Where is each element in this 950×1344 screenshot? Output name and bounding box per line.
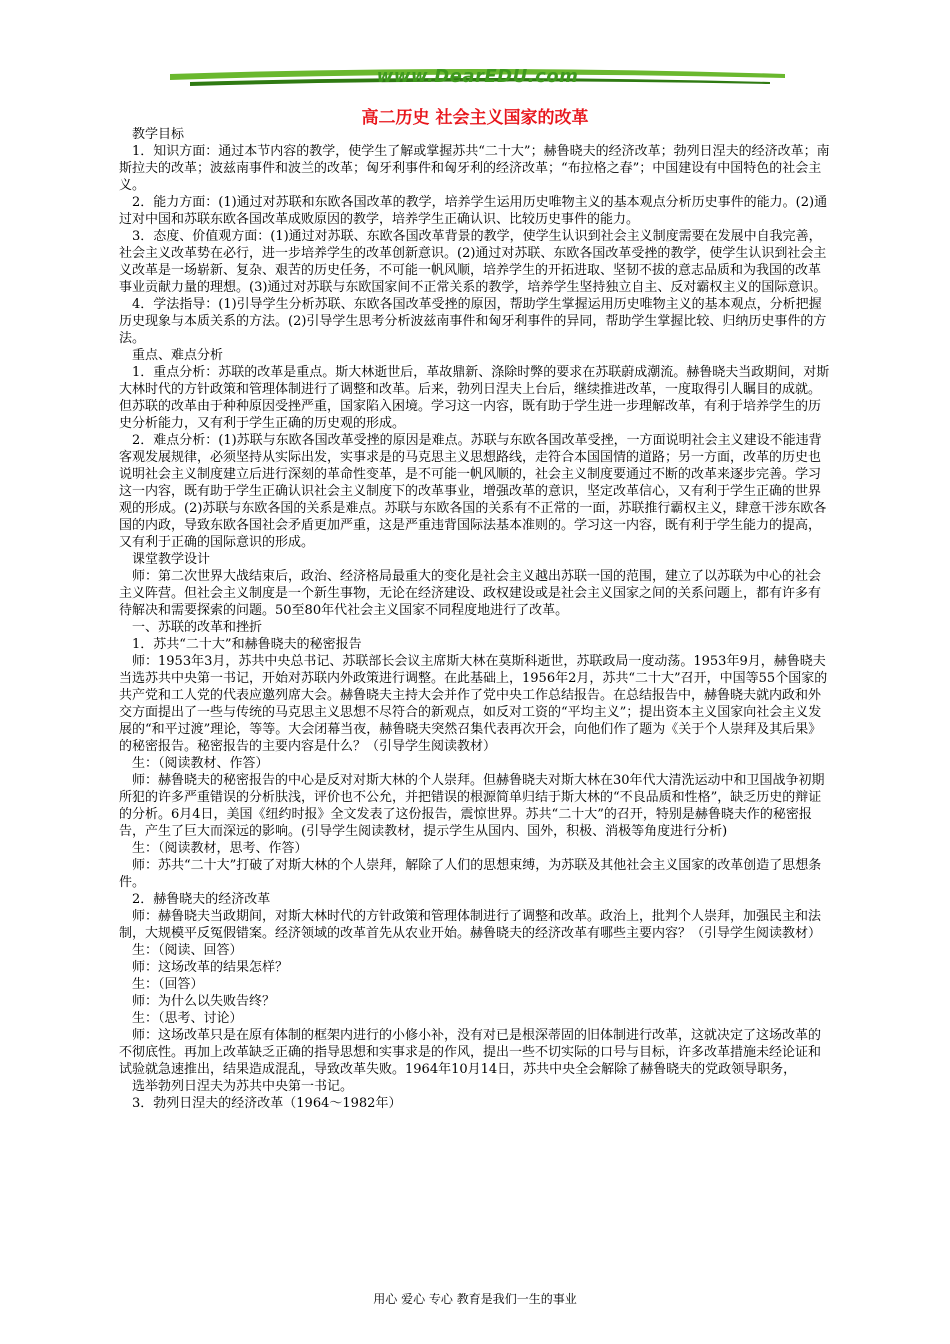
- paragraph: 师：第二次世界大战结束后，政治、经济格局最重大的变化是社会主义越出苏联一国的范围，建立了以苏联为中心的社会主义阵营。但社会主义制度是一个新生事物，无论在经济建设、政权建设或是社会主义国家之间的关系问题上，都有许多有待解决和需要探索的问题。50至80年代社会主义国家不同程度地进行了改革。: [119, 569, 822, 618]
- paragraph: 2．难点分析：(1)苏联与东欧各国改革受挫的原因是难点。苏联与东欧各国改革受挫，一方面说明社会主义建设不能违背客观发展规律，必须坚持从实际出发，实事求是的马克思主义思想路线，走符合本国国情的道路；另一方面，改革的历史也说明社会主义制度建立后进行深刻的革命性变革，是不可能一帆风顺的，社会主义制度要通过不断的改革来逐步完善。学习这一内容，既有助于学生正确认识社会主义制度下的改革事业，增强改革的意识，坚定改革信心，又有利于学生正确的世界观的形成。(2)苏联与东欧各国的关系是难点。苏联与东欧各国的关系有不正常的一面，苏联推行霸权主义，肆意干涉东欧各国的内政，导致东欧各国社会矛盾更加严重，这是严重违背国际法基本准则的。学习这一内容，既有利于学生能力的提高，又有利于正确的国际意识的形成。: [119, 433, 827, 550]
- paragraph: 生：（阅读、回答）: [132, 943, 243, 958]
- page-footer: 用心 爱心 专心 教育是我们一生的事业: [373, 1292, 577, 1306]
- site-banner: [170, 62, 785, 92]
- paragraph: 2．赫鲁晓夫的经济改革: [132, 892, 271, 907]
- paragraph: 1．知识方面：通过本节内容的教学，使学生了解或掌握苏共“二十大”；赫鲁晓夫的经济改革；勃列日涅夫的经济改革；南斯拉夫的改革；波兹南事件和波兰的改革；匈牙利事件和匈牙利的经济改革；“布拉格之春”；中国建设有中国特色的社会主义。: [119, 144, 830, 193]
- paragraph: 课堂教学设计: [132, 552, 211, 567]
- paragraph: 1．重点分析：苏联的改革是重点。斯大林逝世后，革故鼎新、涤除时弊的要求在苏联蔚成潮流。赫鲁晓夫当政期间，对斯大林时代的方针政策和管理体制进行了调整和改革。后来，勃列日涅夫上台后，继续推进改革，一度取得引人瞩目的成就。但苏联的改革由于种种原因受挫严重，国家陷入困境。学习这一内容，既有助于学生进一步理解改革，有利于培养学生的历史分析能力，又有利于学生正确的历史观的形成。: [119, 365, 830, 431]
- paragraph: 教学目标: [132, 127, 185, 142]
- paragraph: 2．能力方面：(1)通过对苏联和东欧各国改革的教学，培养学生运用历史唯物主义的基本观点分析历史事件的能力。(2)通过对中国和苏联东欧各国改革成败原因的教学，培养学生正确认识、比较历史事件的能力。: [119, 195, 828, 227]
- paragraph: 3．态度、价值观方面：(1)通过对苏联、东欧各国改革背景的教学，使学生认识到社会主义制度需要在发展中自我完善，社会主义改革势在必行，进一步培养学生的改革创新意识。(2)通过对苏联、东欧各国改革受挫的教学，使学生认识到社会主义改革是一场崭新、复杂、艰苦的历史任务，不可能一帆风顺，培养学生的开拓进取、坚韧不拔的意志品质和为我国的改革事业贡献力量的理想。(3)通过对苏联与东欧国家间不正常关系的教学，培养学生坚持独立自主、反对霸权主义的国际意识。: [119, 229, 827, 295]
- paragraph: 生：（回答）: [132, 977, 204, 992]
- paragraph: 师：1953年3月，苏共中央总书记、苏联部长会议主席斯大林在莫斯科逝世，苏联政局一度动荡。1953年9月，赫鲁晓夫当选苏共中央第一书记，开始对苏联内外政策进行调整。在此基础上，1956年2月，苏共“二十大”召开，中国等55个国家的共产党和工人党的代表应邀列席大会。赫鲁晓夫主持大会并作了党中央工作总结报告。在总结报告中，赫鲁晓夫就内政和外交方面提出了一些与传统的马克思主义思想不尽符合的新观点，如反对工资的“平均主义”；提出资本主义国家向社会主义发展的“和平过渡”理论，等等。大会闭幕当夜，赫鲁晓夫突然召集代表再次开会，向他们作了题为《关于个人崇拜及其后果》的秘密报告。秘密报告的主要内容是什么？（引导学生阅读教材）: [119, 654, 828, 754]
- paragraph: 生：（思考、讨论）: [132, 1011, 243, 1026]
- paragraph: 师：赫鲁晓夫当政期间，对斯大林时代的方针政策和管理体制进行了调整和改革。政治上，批判个人崇拜，加强民主和法制，大规模平反冤假错案。经济领域的改革首先从农业开始。赫鲁晓夫的经济改革有哪些主要内容？（引导学生阅读教材）: [119, 909, 822, 941]
- paragraph: 1．苏共“二十大”和赫鲁晓夫的秘密报告: [132, 637, 362, 652]
- paragraph: 一、苏联的改革和挫折: [132, 620, 263, 635]
- paragraph: 师：这场改革只是在原有体制的框架内进行的小修小补，没有对已是根深蒂固的旧体制进行改革，这就决定了这场改革的不彻底性。再加上改革缺乏正确的指导思想和实事求是的作风，提出一些不切实际的口号与目标，许多改革措施未经论证和试验就急速推出，结果造成混乱，导致改革失败。1964年10月14日，苏共中央全会解除了赫鲁晓夫的党政领导职务，: [119, 1028, 822, 1077]
- banner-url[interactable]: www.DearEDU.com: [376, 66, 579, 87]
- paragraph: 师：苏共“二十大”打破了对斯大林的个人崇拜，解除了人们的思想束缚，为苏联及其他社会主义国家的改革创造了思想条件。: [119, 858, 822, 890]
- paragraph: 选举勃列日涅夫为苏共中央第一书记。: [132, 1079, 354, 1094]
- paragraph: 师：这场改革的结果怎样？: [132, 960, 289, 975]
- paragraph: 重点、难点分析: [132, 348, 224, 363]
- paragraph: 生：（阅读教材、作答）: [132, 756, 269, 771]
- paragraph: 生：（阅读教材，思考、作答）: [132, 841, 308, 856]
- paragraph: 3．勃列日涅夫的经济改革（1964～1982年）: [132, 1096, 402, 1111]
- page-title: 高二历史 社会主义国家的改革: [361, 108, 589, 128]
- paragraph: 师：赫鲁晓夫的秘密报告的中心是反对对斯大林的个人崇拜。但赫鲁晓夫对斯大林在30年代大清洗运动中和卫国战争初期所犯的许多严重错误的分析肤浅，评价也不公允，并把错误的根源简单归结于斯大林的“不良品质和性格”，缺乏历史的辩证的分析。6月4日，美国《纽约时报》全文发表了这份报告，震惊世界。苏共“二十大”的召开，特别是赫鲁晓夫作的秘密报告，产生了巨大而深远的影响。(引导学生阅读教材，提示学生从国内、国外，积极、消极等角度进行分析): [119, 773, 825, 839]
- document-body: [119, 126, 833, 1112]
- paragraph: 师：为什么以失败告终？: [132, 994, 276, 1009]
- paragraph: 4．学法指导：(1)引导学生分析苏联、东欧各国改革受挫的原因，帮助学生掌握运用历史唯物主义的基本观点，分析把握历史现象与本质关系的方法。(2)引导学生思考分析波兹南事件和匈牙利事件的异同，帮助学生掌握比较、归纳历史事件的方法。: [119, 297, 827, 346]
